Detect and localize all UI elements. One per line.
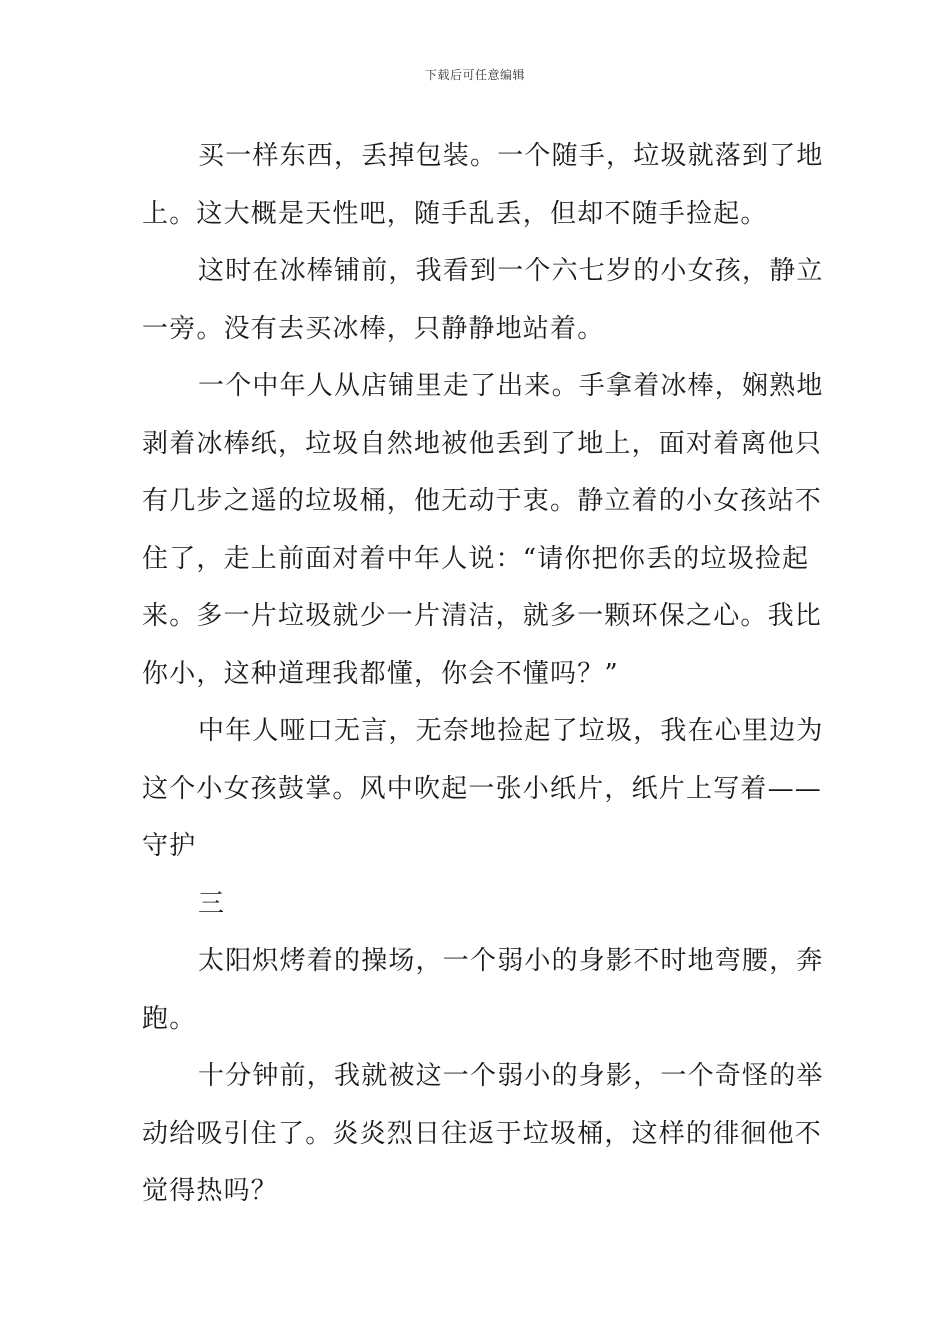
- text-line: 剥着冰棒纸，垃圾自然地被他丢到了地上，面对着离他只: [142, 428, 823, 459]
- text-line: 这时在冰棒铺前，我看到一个六七岁的小女孩，静立: [198, 256, 824, 286]
- section-number: 三: [198, 888, 226, 919]
- text-line: 买一样东西，丢掉包装。一个随手，垃圾就落到了地: [198, 141, 824, 171]
- paragraph-6: [142, 1048, 824, 1221]
- text-line: 住了，走上前面对着中年人说：“请你把你丢的垃圾捡起: [142, 543, 810, 574]
- text-line: 中年人哑口无言，无奈地捡起了垃圾，我在心里边为: [198, 716, 824, 746]
- text-line: 十分钟前，我就被这一个弱小的身影，一个奇怪的举: [198, 1061, 824, 1091]
- paragraph-3: [142, 358, 824, 703]
- paragraph-2: [142, 243, 824, 358]
- text-line: 一个中年人从店铺里走了出来。手拿着冰棒，娴熟地: [198, 371, 824, 401]
- text-line: 觉得热吗？: [142, 1176, 279, 1206]
- section-heading: [142, 876, 810, 934]
- text-line: 来。多一片垃圾就少一片清洁，就多一颗环保之心。我比: [142, 601, 823, 631]
- article-body: [142, 128, 824, 1221]
- text-line: 守护: [142, 831, 197, 861]
- text-line: 这个小女孩鼓掌。风中吹起一张小纸片，纸片上写着——: [142, 773, 823, 804]
- paragraph-5: [142, 933, 824, 1048]
- text-line: 动给吸引住了。炎炎烈日往返于垃圾桶，这样的徘徊他不: [142, 1118, 823, 1149]
- text-line: 你小，这种道理我都懂，你会不懂吗？”: [142, 658, 619, 689]
- page-header-note: 下载后可任意编辑: [424, 68, 525, 82]
- paragraph-1: [142, 128, 824, 243]
- paragraph-4: [142, 703, 824, 876]
- text-line: 有几步之遥的垃圾桶，他无动于衷。静立着的小女孩站不: [142, 486, 823, 516]
- text-line: 一旁。没有去买冰棒，只静静地站着。: [142, 313, 605, 344]
- text-line: 太阳炽烤着的操场，一个弱小的身影不时地弯腰，奔: [198, 946, 824, 976]
- text-line: 跑。: [142, 1003, 197, 1034]
- text-line: 上。这大概是天性吧，随手乱丢，但却不随手捡起。: [142, 198, 768, 229]
